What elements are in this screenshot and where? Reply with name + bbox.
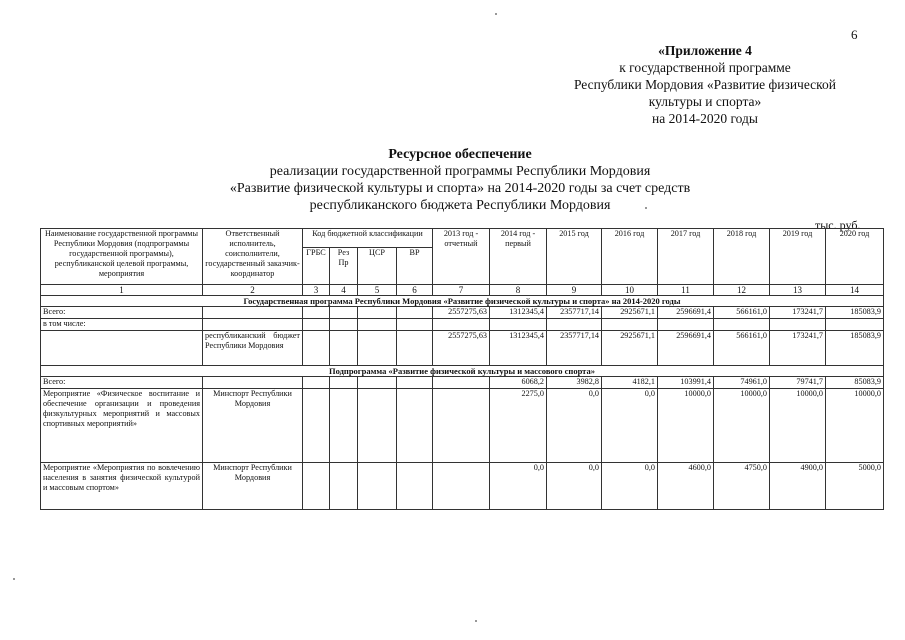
value-cell	[602, 319, 658, 331]
value-cell: 0,0	[547, 463, 602, 510]
scan-speck	[495, 13, 497, 15]
column-number-row	[41, 285, 884, 296]
table-header-row	[41, 229, 884, 248]
value-cell	[433, 319, 490, 331]
budget-code-cell	[358, 463, 397, 510]
header-2019: 2019 год	[770, 229, 826, 285]
header-budget-code: Код бюджетной классификации	[303, 229, 433, 248]
header-2015: 2015 год	[547, 229, 602, 285]
budget-code-cell	[358, 377, 397, 389]
section-2-title: Подпрограмма «Развитие физической культуры и массового спорта»	[41, 366, 884, 377]
value-cell: 4600,0	[658, 463, 714, 510]
header-2014: 2014 год - первый	[490, 229, 547, 285]
column-number: 10	[602, 285, 658, 296]
budget-code-cell	[358, 307, 397, 319]
budget-code-cell	[303, 307, 330, 319]
title-line-1: Ресурсное обеспечение	[388, 147, 532, 162]
section-2-body	[41, 377, 884, 510]
column-number: 2	[203, 285, 303, 296]
column-number: 8	[490, 285, 547, 296]
value-cell: 10000,0	[770, 389, 826, 463]
value-cell: 74961,0	[714, 377, 770, 389]
budget-code-cell	[303, 319, 330, 331]
scan-speck	[645, 207, 647, 209]
value-cell: 0,0	[602, 463, 658, 510]
value-cell: 2357717,14	[547, 331, 602, 366]
value-cell: 2596691,4	[658, 307, 714, 319]
row-executor	[203, 307, 303, 319]
value-cell: 10000,0	[714, 389, 770, 463]
header-csr: ЦСР	[358, 248, 397, 285]
column-number: 13	[770, 285, 826, 296]
column-number: 6	[397, 285, 433, 296]
budget-code-cell	[358, 389, 397, 463]
value-cell: 103991,4	[658, 377, 714, 389]
header-2013: 2013 год - отчетный	[433, 229, 490, 285]
budget-code-cell	[330, 307, 358, 319]
header-2016: 2016 год	[602, 229, 658, 285]
value-cell: 185083,9	[826, 307, 884, 319]
section-title-row	[41, 366, 884, 377]
header-2018: 2018 год	[714, 229, 770, 285]
value-cell: 4182,1	[602, 377, 658, 389]
budget-code-cell	[397, 331, 433, 366]
appendix-line-2: к государственной программе	[619, 60, 791, 75]
appendix-line-1: «Приложение 4	[658, 43, 752, 58]
budget-code-cell	[358, 319, 397, 331]
budget-code-cell	[330, 331, 358, 366]
appendix-header	[540, 42, 870, 127]
value-cell: 1312345,4	[490, 307, 547, 319]
table-row	[41, 319, 884, 331]
table-row	[41, 463, 884, 510]
row-name: Всего:	[41, 377, 203, 389]
value-cell	[714, 319, 770, 331]
budget-code-cell	[330, 319, 358, 331]
budget-code-cell	[330, 377, 358, 389]
title-line-4: республиканского бюджета Республики Мордовия	[309, 198, 611, 213]
budget-code-cell	[303, 389, 330, 463]
budget-code-cell	[330, 463, 358, 510]
value-cell	[658, 319, 714, 331]
value-cell: 3982,8	[547, 377, 602, 389]
budget-code-cell	[397, 319, 433, 331]
row-name	[41, 331, 203, 366]
header-rzpr: Рез Пр	[330, 248, 358, 285]
header-executor: Ответственный исполнитель, соисполнители, государственный заказчик-координатор	[203, 229, 303, 285]
document-title	[100, 146, 820, 214]
column-number: 9	[547, 285, 602, 296]
budget-code-cell	[330, 389, 358, 463]
value-cell	[433, 389, 490, 463]
title-line-3: «Развитие физической культуры и спорта» на 2014-2020 годы за счет средств	[229, 181, 691, 196]
value-cell	[826, 319, 884, 331]
row-executor	[203, 377, 303, 389]
appendix-line-4: культуры и спорта»	[648, 94, 762, 109]
value-cell: 6068,2	[490, 377, 547, 389]
table-row	[41, 389, 884, 463]
column-number: 7	[433, 285, 490, 296]
budget-code-cell	[397, 463, 433, 510]
value-cell	[433, 463, 490, 510]
value-cell: 79741,7	[770, 377, 826, 389]
header-vr: ВР	[397, 248, 433, 285]
resource-table	[40, 228, 884, 510]
row-executor: республиканский бюджет Республики Мордовия	[203, 331, 303, 366]
row-name: Всего:	[41, 307, 203, 319]
column-number: 5	[358, 285, 397, 296]
column-number: 4	[330, 285, 358, 296]
header-grbs: ГРБС	[303, 248, 330, 285]
scan-speck	[13, 578, 15, 580]
title-line-2: реализации государственной программы Республики Мордовия	[269, 164, 651, 179]
scan-speck	[475, 620, 477, 622]
value-cell: 173241,7	[770, 307, 826, 319]
value-cell: 4750,0	[714, 463, 770, 510]
section-title-row	[41, 296, 884, 307]
table-row	[41, 307, 884, 319]
value-cell: 85083,9	[826, 377, 884, 389]
row-name: Мероприятие «Физическое воспитание и обеспечение организации и проведения физкультурных мероприятий и массовых спортивных мероприятий»	[41, 389, 203, 463]
budget-code-cell	[358, 331, 397, 366]
column-number: 1	[41, 285, 203, 296]
budget-code-cell	[303, 331, 330, 366]
value-cell: 5000,0	[826, 463, 884, 510]
value-cell: 2275,0	[490, 389, 547, 463]
row-executor	[203, 319, 303, 331]
value-cell	[770, 319, 826, 331]
section-1-title: Государственная программа Республики Мордовия «Развитие физической культуры и спорта» на 2014-2020 годы	[41, 296, 884, 307]
value-cell: 10000,0	[658, 389, 714, 463]
value-cell: 185083,9	[826, 331, 884, 366]
value-cell: 2925671,1	[602, 307, 658, 319]
budget-code-cell	[397, 389, 433, 463]
row-name: в том числе:	[41, 319, 203, 331]
budget-code-cell	[303, 463, 330, 510]
row-name: Мероприятие «Мероприятия по вовлечению населения в занятия физической культурой и массовым спортом»	[41, 463, 203, 510]
header-name: Наименование государственной программы Республики Мордовия (подпрограммы государственной программы), республиканской целевой программы, мероприятия	[41, 229, 203, 285]
table-row	[41, 331, 884, 366]
column-number: 11	[658, 285, 714, 296]
value-cell: 566161,0	[714, 331, 770, 366]
units-label: тыс. руб.	[815, 218, 861, 232]
appendix-line-5: на 2014-2020 годы	[652, 111, 758, 126]
budget-code-cell	[397, 377, 433, 389]
value-cell: 0,0	[602, 389, 658, 463]
value-cell	[433, 377, 490, 389]
value-cell: 0,0	[490, 463, 547, 510]
header-2020: 2020 год	[826, 229, 884, 285]
column-number: 12	[714, 285, 770, 296]
row-executor: Минспорт Республики Мордовия	[203, 389, 303, 463]
value-cell: 0,0	[547, 389, 602, 463]
column-number: 14	[826, 285, 884, 296]
table-row	[41, 377, 884, 389]
column-number: 3	[303, 285, 330, 296]
value-cell: 566161,0	[714, 307, 770, 319]
value-cell: 2925671,1	[602, 331, 658, 366]
value-cell: 4900,0	[770, 463, 826, 510]
header-2017: 2017 год	[658, 229, 714, 285]
value-cell: 1312345,4	[490, 331, 547, 366]
row-executor: Минспорт Республики Мордовия	[203, 463, 303, 510]
page-number: 6	[851, 27, 858, 42]
section-1-body	[41, 307, 884, 366]
budget-code-cell	[397, 307, 433, 319]
appendix-line-3: Республики Мордовия «Развитие физической	[573, 77, 837, 92]
value-cell	[547, 319, 602, 331]
value-cell: 2557275,63	[433, 307, 490, 319]
budget-code-cell	[303, 377, 330, 389]
value-cell: 2557275,63	[433, 331, 490, 366]
value-cell: 2596691,4	[658, 331, 714, 366]
value-cell: 2357717,14	[547, 307, 602, 319]
value-cell: 173241,7	[770, 331, 826, 366]
value-cell	[490, 319, 547, 331]
value-cell: 10000,0	[826, 389, 884, 463]
